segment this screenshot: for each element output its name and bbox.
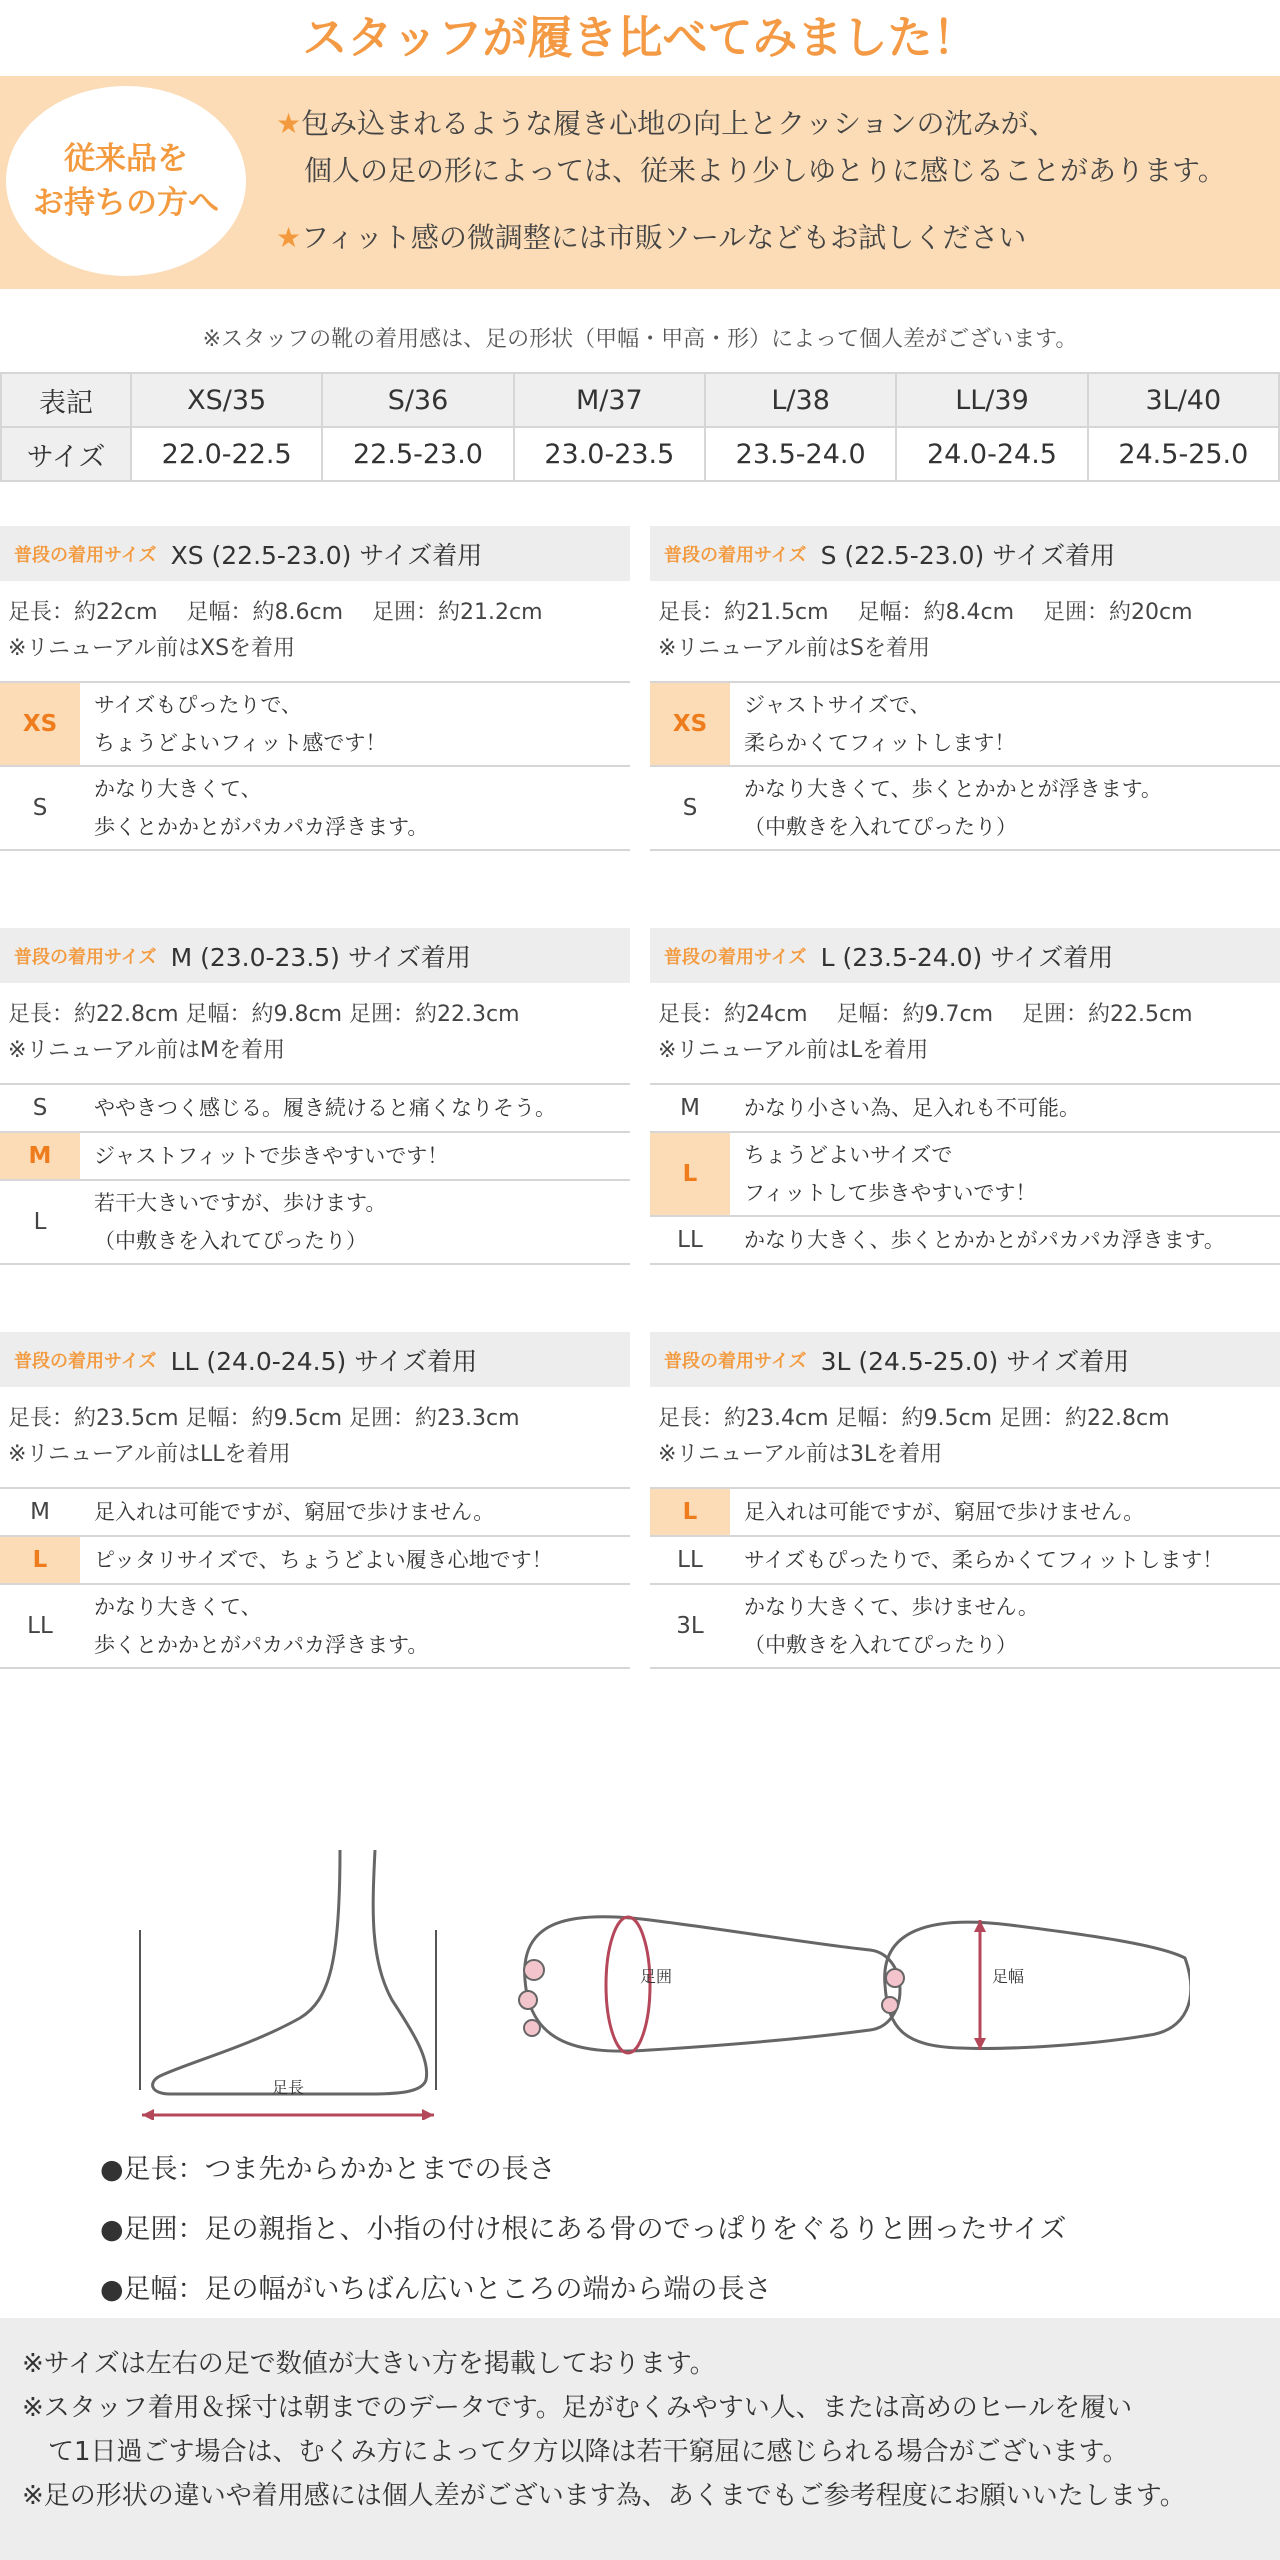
intro-band xyxy=(0,76,1280,289)
fit-row-comment xyxy=(730,1085,1080,1131)
card-size-title: XS (22.5-23.0) サイズ着用 xyxy=(170,540,483,570)
card-measurements xyxy=(650,581,1280,681)
fit-row xyxy=(0,683,630,767)
fit-comment-line: フィットして歩きやすいです！ xyxy=(744,1181,1037,1205)
size-label-cell: L/38 xyxy=(705,373,896,427)
card-rows xyxy=(650,1083,1280,1265)
intro-badge xyxy=(6,86,246,276)
intro-note-1-line-2: 個人の足の形によっては、従来より少しゆとりに感じることがあります。 xyxy=(304,154,1226,187)
card-rows xyxy=(0,1487,630,1669)
footer-note: て1日過ごす場合は、むくみ方によって夕方以降は若干窮屈に感じられる場合がございます。 xyxy=(22,2437,1129,2467)
size-range-cell: 24.0-24.5 xyxy=(896,427,1087,481)
fit-comment-line: かなり大きくて、歩くとかかとが浮きます。 xyxy=(744,777,1162,801)
size-label-cell: LL/39 xyxy=(896,373,1087,427)
card-measurements xyxy=(0,581,630,681)
foot-measurements: 足長：約22cm 足幅：約8.6cm 足囲：約21.2cm xyxy=(8,600,543,625)
card-header xyxy=(650,526,1280,581)
intro-note-1-line-1: ★包み込まれるような履き心地の向上とクッションの沈みが、 xyxy=(276,107,1057,140)
staff-review-card xyxy=(0,1332,630,1669)
card-rows xyxy=(650,681,1280,851)
size-label-cell: 3L/40 xyxy=(1088,373,1279,427)
fit-row-comment xyxy=(730,683,1015,765)
fit-comment-line: （中敷きを入れてぴったり） xyxy=(744,1633,1017,1657)
fit-comment-line: 柔らかくてフィットします！ xyxy=(744,731,1016,755)
fit-row-comment xyxy=(80,683,386,765)
fit-row xyxy=(650,1217,1280,1265)
fit-row-comment xyxy=(80,1537,553,1583)
foot-measurements: 足長：約24cm 足幅：約9.7cm 足囲：約22.5cm xyxy=(658,1002,1193,1027)
fit-comment-line: （中敷きを入れてぴったり） xyxy=(94,1229,367,1253)
card-size-title: LL (24.0-24.5) サイズ着用 xyxy=(170,1346,478,1376)
fit-row-size: 3L xyxy=(676,1613,704,1639)
fit-comment-line: （中敷きを入れてぴったり） xyxy=(744,815,1017,839)
size-table xyxy=(0,372,1280,482)
staff-review-card xyxy=(650,526,1280,851)
top-foot-girth-illustration xyxy=(519,1917,900,2053)
fit-row xyxy=(650,1133,1280,1217)
renewal-note: ※リニューアル前はXSを着用 xyxy=(8,636,296,661)
size-table-row-label: サイズ xyxy=(1,427,131,481)
renewal-note: ※リニューアル前はLを着用 xyxy=(658,1038,929,1063)
card-size-title: M (23.0-23.5) サイズ着用 xyxy=(170,942,471,972)
fit-comment-line: かなり大きくて、 xyxy=(94,777,262,801)
definition-foot-girth: ●足囲：足の親指と、小指の付け根にある骨のでっぱりをぐるりと囲ったサイズ xyxy=(100,2214,1067,2245)
fit-row-size: M xyxy=(0,1133,80,1179)
fit-comment-line: かなり小さい為、足入れも不可能。 xyxy=(744,1096,1080,1120)
fit-row-comment xyxy=(730,1537,1223,1583)
fit-row-comment xyxy=(80,767,428,849)
fit-row xyxy=(0,767,630,851)
intro-note-2: ★フィット感の微調整には市販ソールなどもお試しください xyxy=(276,221,1027,254)
size-label-cell: XS/35 xyxy=(131,373,322,427)
usual-size-label: 普段の着用サイズ xyxy=(664,1350,807,1372)
fit-row-size: S xyxy=(32,1095,48,1121)
length-label: 足長 xyxy=(272,2078,305,2097)
size-label-cell: M/37 xyxy=(514,373,705,427)
staff-review-card xyxy=(0,526,630,851)
foot-measurements: 足長：約23.4cm 足幅：約9.5cm 足囲：約22.8cm xyxy=(658,1406,1170,1431)
fit-comment-line: ややきつく感じる。履き続けると痛くなりそう。 xyxy=(94,1096,556,1120)
fit-row xyxy=(650,767,1280,851)
renewal-note: ※リニューアル前は3Lを着用 xyxy=(658,1442,943,1467)
width-label: 足幅 xyxy=(992,1967,1025,1986)
fit-row xyxy=(0,1181,630,1265)
fit-row-comment xyxy=(80,1181,386,1263)
fit-row-comment xyxy=(730,1489,1144,1535)
fit-row-comment xyxy=(730,1585,1039,1667)
usual-size-label: 普段の着用サイズ xyxy=(664,946,807,968)
footer-note: ※足の形状の違いや着用感には個人差がございます為、あくまでもご参考程度にお願いいたします。 xyxy=(22,2481,1186,2511)
usual-size-label: 普段の着用サイズ xyxy=(14,544,157,566)
foot-measurements: 足長：約21.5cm 足幅：約8.4cm 足囲：約20cm xyxy=(658,600,1193,625)
fit-comment-line: 足入れは可能ですが、窮屈で歩けません。 xyxy=(94,1500,495,1524)
size-table-range-row xyxy=(1,427,1279,481)
girth-label: 足囲 xyxy=(640,1967,673,1986)
size-range-cell: 24.5-25.0 xyxy=(1088,427,1279,481)
fit-row xyxy=(0,1537,630,1585)
staff-disclaimer: ※スタッフの靴の着用感は、足の形状（甲幅・甲高・形）によって個人差がございます。 xyxy=(202,327,1078,352)
usual-size-label: 普段の着用サイズ xyxy=(664,544,807,566)
fit-comment-line: かなり大きく、歩くとかかとがパカパカ浮きます。 xyxy=(744,1228,1225,1252)
card-header xyxy=(650,1332,1280,1387)
card-measurements xyxy=(650,1387,1280,1487)
renewal-note: ※リニューアル前はMを着用 xyxy=(8,1038,285,1063)
fit-row-size: M xyxy=(30,1499,50,1525)
fit-row-size: XS xyxy=(0,683,80,765)
fit-row-size: XS xyxy=(650,683,730,765)
fit-row-comment xyxy=(730,1217,1225,1263)
fit-row-size: LL xyxy=(677,1547,703,1573)
fit-comment-line: ジャストサイズで、 xyxy=(744,693,931,717)
fit-row-comment xyxy=(80,1585,428,1667)
footer-note: ※スタッフ着用＆採寸は朝までのデータです。足がむくみやすい人、または高めのヒールを履い xyxy=(22,2393,1133,2423)
fit-row-size: L xyxy=(0,1537,80,1583)
star-icon: ★ xyxy=(276,221,302,254)
size-table-header-label: 表記 xyxy=(1,373,131,427)
fit-comment-line: 歩くとかかとがパカパカ浮きます。 xyxy=(94,815,429,839)
size-range-cell: 23.5-24.0 xyxy=(705,427,896,481)
fit-row xyxy=(0,1489,630,1537)
size-range-cell: 22.0-22.5 xyxy=(131,427,322,481)
fit-comment-line: 歩くとかかとがパカパカ浮きます。 xyxy=(94,1633,429,1657)
card-measurements xyxy=(650,983,1280,1083)
card-size-title: 3L (24.5-25.0) サイズ着用 xyxy=(820,1346,1130,1376)
card-rows xyxy=(650,1487,1280,1669)
fit-comment-line: 足入れは可能ですが、窮屈で歩けません。 xyxy=(744,1500,1145,1524)
fit-row-size: M xyxy=(680,1095,700,1121)
card-header xyxy=(0,1332,630,1387)
card-header xyxy=(650,928,1280,983)
fit-row xyxy=(0,1585,630,1669)
fit-row-size: LL xyxy=(677,1227,703,1253)
card-size-title: L (23.5-24.0) サイズ着用 xyxy=(820,942,1114,972)
fit-comment-line: サイズもぴったりで、柔らかくてフィットします！ xyxy=(744,1548,1224,1572)
card-measurements xyxy=(0,983,630,1083)
footer-note: ※サイズは左右の足で数値が大きい方を掲載しております。 xyxy=(22,2349,716,2379)
fit-row xyxy=(650,1085,1280,1133)
fit-row xyxy=(0,1133,630,1181)
fit-row-size: S xyxy=(682,795,698,821)
usual-size-label: 普段の着用サイズ xyxy=(14,1350,157,1372)
renewal-note: ※リニューアル前はLLを着用 xyxy=(8,1442,291,1467)
staff-review-card xyxy=(650,1332,1280,1669)
foot-measurements: 足長：約22.8cm 足幅：約9.8cm 足囲：約22.3cm xyxy=(8,1002,520,1027)
definition-foot-length: ●足長：つま先からかかとまでの長さ xyxy=(100,2154,556,2185)
card-header xyxy=(0,526,630,581)
badge-line-1: 従来品を xyxy=(64,141,188,177)
fit-row xyxy=(650,1537,1280,1585)
fit-row-size: L xyxy=(650,1489,730,1535)
card-rows xyxy=(0,1083,630,1265)
measurement-definitions xyxy=(100,2140,1066,2320)
fit-row-size: L xyxy=(650,1133,730,1215)
card-rows xyxy=(0,681,630,851)
renewal-note: ※リニューアル前はSを着用 xyxy=(658,636,930,661)
card-measurements xyxy=(0,1387,630,1487)
top-foot-width-illustration xyxy=(882,1920,1190,2050)
footer-notes-box xyxy=(0,2318,1280,2560)
fit-row xyxy=(650,683,1280,767)
fit-row xyxy=(650,1585,1280,1669)
staff-review-card xyxy=(650,928,1280,1265)
staff-review-card xyxy=(0,928,630,1265)
card-size-title: S (22.5-23.0) サイズ着用 xyxy=(820,540,1116,570)
definition-foot-width: ●足幅：足の幅がいちばん広いところの端から端の長さ xyxy=(100,2274,772,2305)
fit-row-comment xyxy=(730,767,1162,849)
fit-row-size: L xyxy=(33,1209,47,1235)
fit-row xyxy=(0,1085,630,1133)
fit-row-size: LL xyxy=(27,1613,53,1639)
foot-measurements: 足長：約23.5cm 足幅：約9.5cm 足囲：約23.3cm xyxy=(8,1406,520,1431)
fit-comment-line: かなり大きくて、歩けません。 xyxy=(744,1595,1039,1619)
size-range-cell: 22.5-23.0 xyxy=(322,427,513,481)
fit-comment-line: ピッタリサイズで、ちょうどよい履き心地です！ xyxy=(94,1548,553,1572)
card-header xyxy=(0,928,630,983)
fit-comment-line: 若干大きいですが、歩けます。 xyxy=(94,1191,387,1215)
star-icon: ★ xyxy=(276,107,302,140)
fit-row-comment xyxy=(80,1133,448,1179)
size-table-header-row xyxy=(1,373,1279,427)
usual-size-label: 普段の着用サイズ xyxy=(14,946,157,968)
intro-notes xyxy=(276,100,1276,261)
fit-comment-line: ジャストフィットで歩きやすいです！ xyxy=(94,1144,449,1168)
fit-comment-line: サイズもぴったりで、 xyxy=(94,693,302,717)
badge-line-2: お持ちの方へ xyxy=(33,185,219,221)
fit-row-comment xyxy=(80,1085,556,1131)
fit-row xyxy=(650,1489,1280,1537)
fit-comment-line: ちょうどよいサイズで xyxy=(744,1143,953,1167)
page-title: スタッフが履き比べてみました！ xyxy=(302,11,978,64)
size-range-cell: 23.0-23.5 xyxy=(514,427,705,481)
fit-row-size: S xyxy=(32,795,48,821)
fit-comment-line: ちょうどよいフィット感です！ xyxy=(94,731,387,755)
fit-comment-line: かなり大きくて、 xyxy=(94,1595,262,1619)
fit-row-comment xyxy=(80,1489,494,1535)
size-label-cell: S/36 xyxy=(322,373,513,427)
fit-row-comment xyxy=(730,1133,1036,1215)
